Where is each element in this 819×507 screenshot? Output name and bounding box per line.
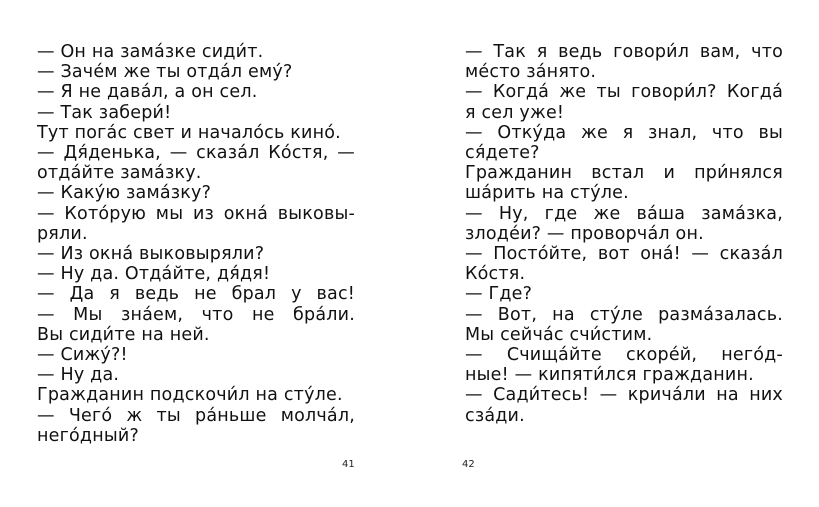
text-line: — Вот, на сту́ле разма́залась.	[465, 304, 783, 325]
text-line: Тут пога́с свет и начало́сь кино́.	[37, 122, 341, 143]
text-line: сза́ди.	[465, 405, 525, 426]
text-line: — Дя́денька, — сказа́л Ко́стя, —	[37, 143, 355, 164]
text-line: — Счища́йте скоре́й, него́д-	[465, 345, 783, 366]
text-line: — Чего́ ж ты ра́ньше молча́л,	[37, 405, 355, 426]
left-page-text	[37, 42, 355, 446]
text-line: — Да я ведь не брал у вас!	[37, 284, 355, 305]
text-line: злоде́и? — проворча́л он.	[465, 223, 704, 244]
text-line: — Сижу́?!	[37, 345, 128, 366]
text-line: — Сади́тесь! — крича́ли на них	[465, 385, 783, 406]
right-page-text	[465, 42, 783, 426]
text-line: — Ну да. Отда́йте, дя́дя!	[37, 264, 271, 285]
text-line: — Он на зама́зке сиди́т.	[37, 42, 264, 62]
text-line: — Так забери́!	[37, 102, 172, 123]
text-line: Гражданин подскочи́л на сту́ле.	[37, 385, 343, 406]
text-line: — Мы зна́ем, что не бра́ли.	[37, 304, 355, 325]
text-line: — Отку́да же я знал, что вы	[465, 122, 783, 143]
text-line: — Посто́йте, вот она́! — сказа́л	[465, 244, 783, 265]
text-line: отда́йте зама́зку.	[37, 163, 202, 184]
page-number-left: 41	[342, 459, 355, 470]
text-line: — Из окна́ выковыряли?	[37, 244, 265, 265]
text-line: — Заче́м же ты отда́л ему́?	[37, 62, 293, 83]
text-line: него́дный?	[37, 425, 139, 446]
text-line: Вы сиди́те на ней.	[37, 324, 210, 345]
text-line: — Ну, где же ва́ша зама́зка,	[465, 203, 783, 224]
right-page	[410, 0, 819, 507]
text-line: ша́рить на сту́ле.	[465, 183, 629, 204]
text-line: Ко́стя.	[465, 264, 526, 285]
text-line: ные! — кипяти́лся гражданин.	[465, 365, 754, 386]
text-line: — Я не дава́л, а он сел.	[37, 82, 258, 103]
text-line: я сел уже!	[465, 102, 565, 123]
text-line: — Когда́ же ты говори́л? Когда́	[465, 82, 783, 103]
page-number-right: 42	[462, 459, 475, 470]
text-line: — Каку́ю зама́зку?	[37, 183, 212, 204]
text-line: ме́сто за́нято.	[465, 62, 597, 83]
text-line: ряли.	[37, 223, 88, 244]
text-line: ся́дете?	[465, 143, 540, 164]
text-line: Мы сейча́с счи́стим.	[465, 324, 653, 345]
text-line: Гражданин встал и при́нялся	[465, 163, 783, 184]
text-line: — Кото́рую мы из окна́ выковы-	[37, 203, 355, 224]
text-line: — Так я ведь говори́л вам, что	[465, 42, 783, 62]
text-line: — Ну да.	[37, 365, 120, 386]
text-line: — Где?	[465, 284, 533, 305]
